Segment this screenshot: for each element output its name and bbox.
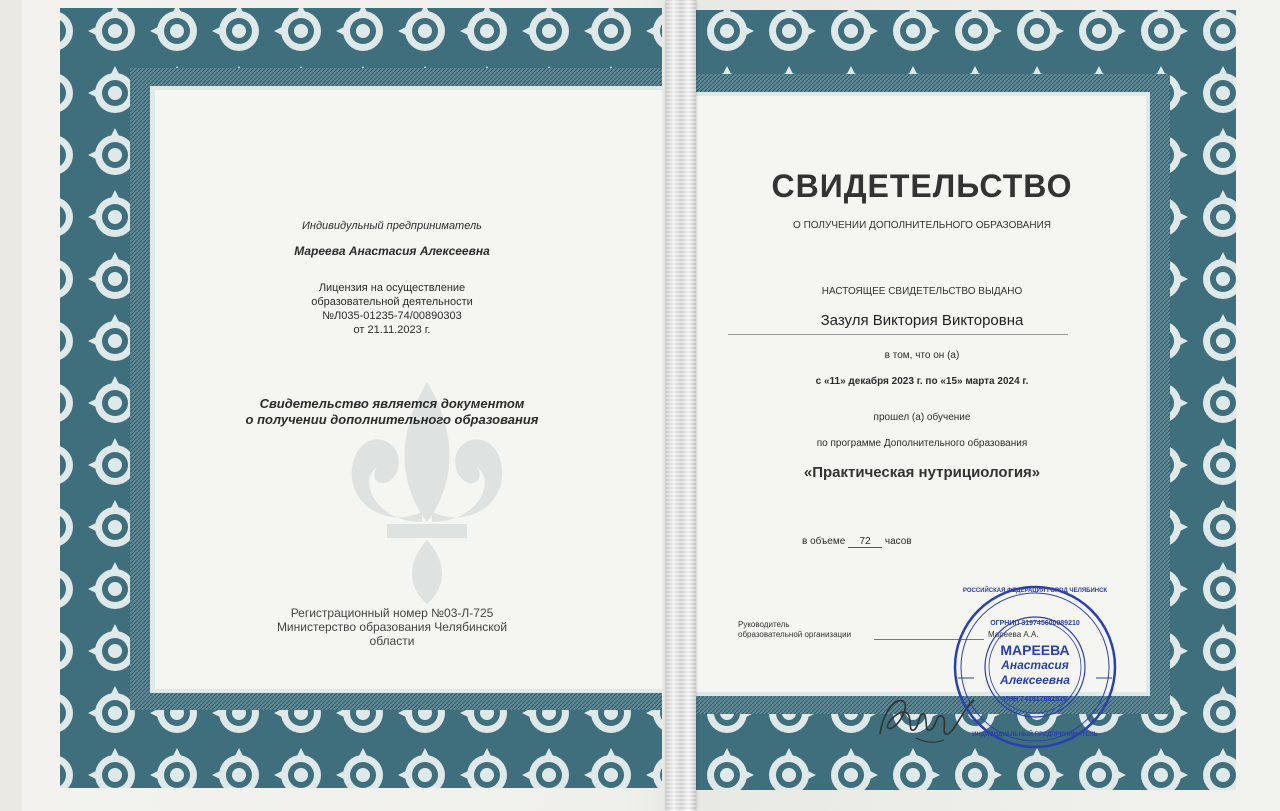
stamp-inn: ИНН 741617861519 [1003,696,1067,703]
license-line-2: образовательной деятельности [311,296,473,308]
program-label: по программе Дополнительного образования [816,438,1028,449]
study-period: с «11» декабря 2023 г. по «15» марта 2024 г. [815,376,1029,387]
certificate-right-page [696,0,1280,811]
license-date: от 21.11.2023 г. [353,324,431,336]
binding-ribbon [666,0,696,811]
certificate-left-page [22,0,662,811]
ministry-line-2: области [369,634,415,648]
right-page-content-area [698,98,1146,738]
stamp-ring-top-text: РОССИЙСКАЯ ФЕДЕРАЦИЯ ГОРОД ЧЕЛЯБИНСК [962,588,1108,594]
issued-to-label: НАСТОЯЩЕЕ СВИДЕТЕЛЬСТВО ВЫДАНО [821,286,1023,297]
issuer-name: Мареева Анастасия Алексеевна [294,244,490,258]
certificate-subtitle: О ПОЛУЧЕНИИ ДОПОЛНИТЕЛЬНОГО ОБРАЗОВАНИЯ [793,220,1051,231]
program-name: «Практическая нутрициология» [803,464,1041,481]
volume-hours: 72 [848,536,882,548]
stamp-center-line-1: МАРЕЕВА [1000,642,1070,658]
stamp-center-line-2: Анастасия [1001,658,1069,672]
recipient-name: Зазуля Виктория Викторовна [820,312,1024,329]
head-title-line-2: образовательной организации [738,630,852,639]
head-name: Мареева А.А. [988,630,1039,639]
registration-number: Регистрационный номер №03-Л-725 [290,606,494,620]
recipient-underline [728,334,1068,335]
volume-prefix: в объеме [802,536,846,547]
volume-suffix: часов [884,536,912,547]
head-title-line-1: Руководитель [738,620,790,629]
volume-line [802,536,912,548]
stamp-center-line-3: Алексеевна [1000,673,1070,687]
license-line-1: Лицензия на осуществление [318,282,466,294]
statement-line-1: Свидетельство является документом [259,396,525,411]
stamp-ring-bottom-text: ИНДИВИДУАЛЬНЫЙ ПРЕДПРИНИМАТЕЛЬ [972,732,1098,738]
ministry-line-1: Министерство образования Челябинской [276,620,508,634]
that-label: в том, что он (а) [884,350,960,361]
certificate-title: СВИДЕТЕЛЬСТВО [771,168,1073,204]
license-number: №Л035-01235-74/00890303 [322,310,462,322]
statement-line-2: о получении дополнительного образования [245,412,539,427]
completed-label: прошел (а) обучение [873,412,971,423]
stamp-ogrnip: ОГРНИП 319745600089210 [990,620,1080,627]
left-page-content-area [157,92,627,687]
issuer-title: Индивидульный предприниматель [302,220,482,232]
